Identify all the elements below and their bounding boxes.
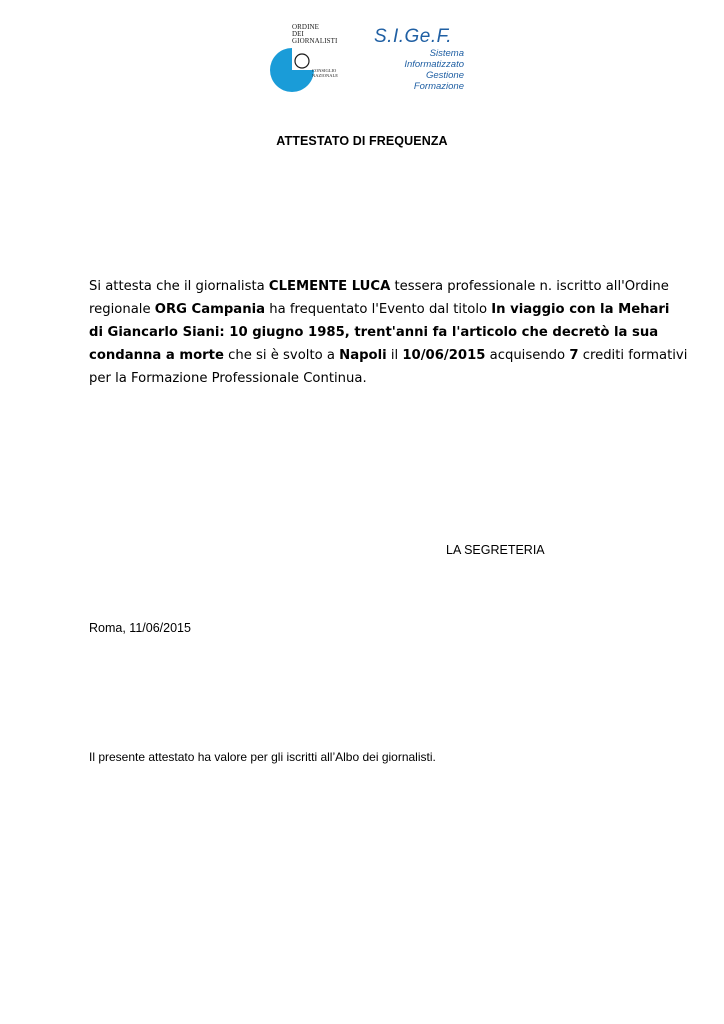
document-title: ATTESTATO DI FREQUENZA <box>276 134 448 148</box>
event-title-part3: condanna a morte <box>89 348 224 363</box>
validity-note: Il presente attestato ha valore per gli iscritti all’Albo dei giornalisti. <box>89 750 436 764</box>
body-text: Si attesta che il giornalista <box>89 279 269 294</box>
event-date: 10/06/2015 <box>402 348 486 363</box>
sigef-line2: Informatizzato <box>404 59 464 70</box>
body-text: ha frequentato l'Evento dal titolo <box>265 302 492 317</box>
body-text: crediti formativi <box>578 348 688 363</box>
odg-logo-text <box>292 24 337 45</box>
odg-line2: DEI <box>292 30 304 38</box>
body-line-3 <box>89 321 659 344</box>
odg-line1: ORDINE <box>292 23 320 31</box>
sigef-logo <box>374 26 464 92</box>
body-text: il <box>386 348 403 363</box>
sigef-line4: Formazione <box>413 81 464 92</box>
journalist-name: CLEMENTE LUCA <box>268 279 391 294</box>
odg-logo <box>268 24 358 94</box>
odg-line3: GIORNALISTI <box>292 37 338 45</box>
event-title-part1: In viaggio con la Mehari <box>491 302 670 317</box>
signature-label: LA SEGRETERIA <box>446 543 545 557</box>
credits-count: 7 <box>569 348 579 363</box>
body-line-1 <box>89 275 669 298</box>
body-line-2 <box>89 298 670 321</box>
body-text: regionale <box>89 302 155 317</box>
sigef-line3: Gestione <box>425 70 464 81</box>
place-date: Roma, 11/06/2015 <box>89 621 191 635</box>
body-line-4 <box>89 344 688 367</box>
event-city: Napoli <box>339 348 387 363</box>
body-text: acquisendo <box>485 348 570 363</box>
body-text: che si è svolto a <box>223 348 340 363</box>
event-title-part2: di Giancarlo Siani: 10 giugno 1985, trent'anni fa l'articolo che decretò la sua <box>89 325 659 340</box>
certificate-body <box>89 275 688 390</box>
regional-order: ORG Campania <box>154 302 266 317</box>
body-line-5 <box>89 367 649 390</box>
odg-sub2: NAZIONALE <box>312 73 338 78</box>
odg-subtitle <box>312 68 338 78</box>
sigef-title: S.I.Ge.F. <box>374 26 453 47</box>
body-text: per la Formazione Professionale Continua. <box>89 371 367 386</box>
odg-sub1: CONSIGLIO <box>312 68 337 73</box>
body-text: tessera professionale n. iscritto all'Ordine <box>390 279 669 294</box>
sigef-line1: Sistema <box>429 48 464 59</box>
